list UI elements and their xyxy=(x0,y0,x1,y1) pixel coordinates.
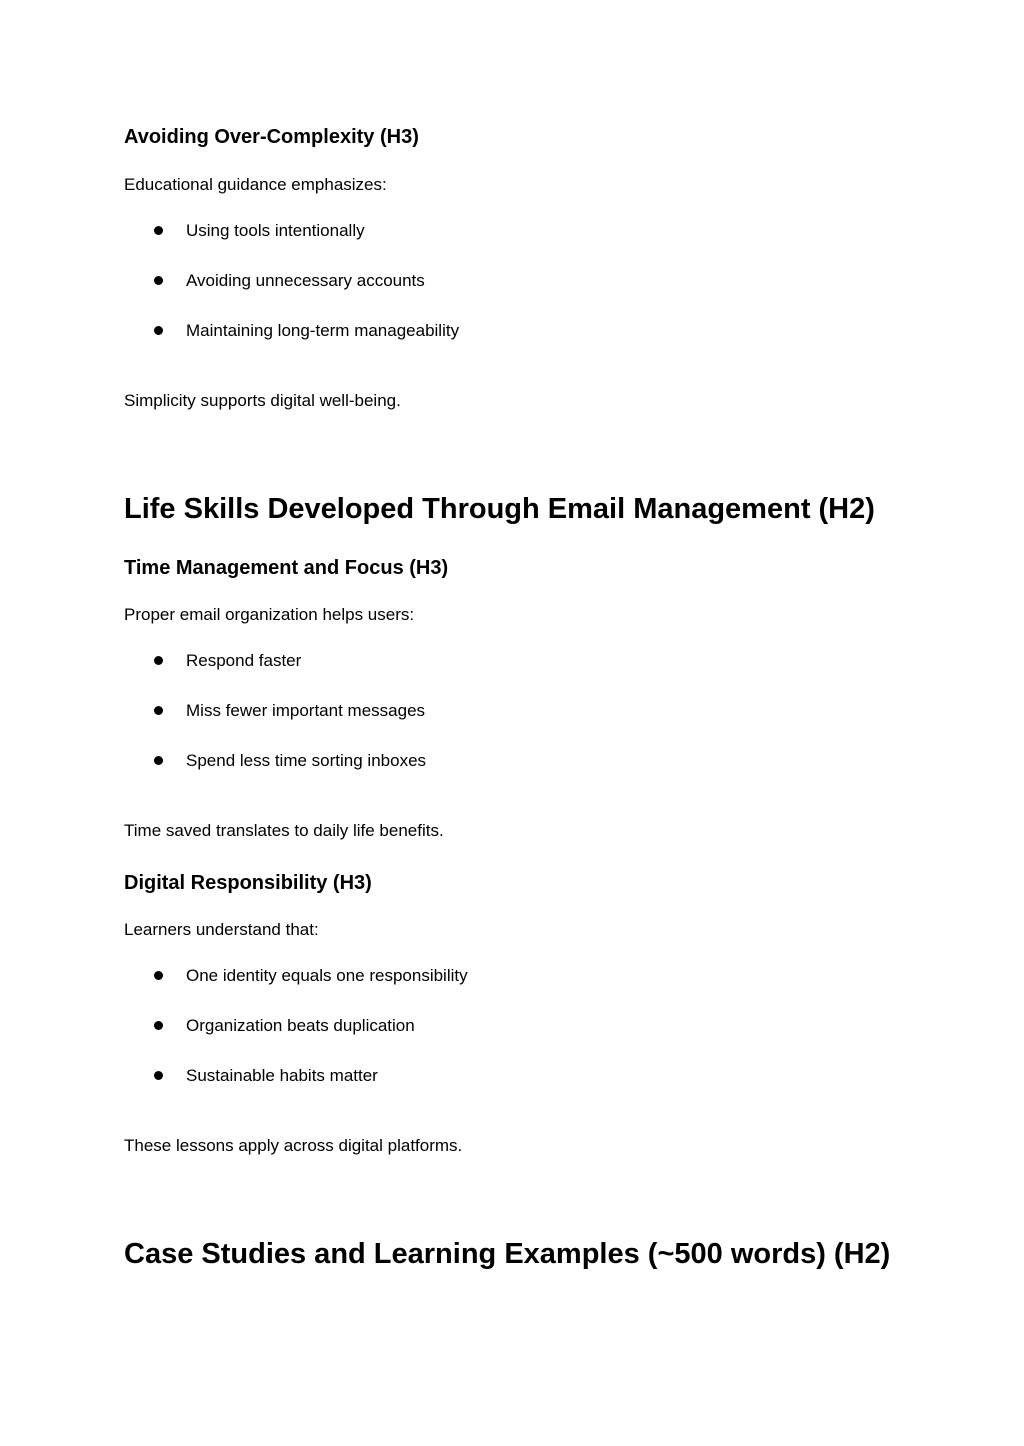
list-item xyxy=(154,316,459,346)
list-item-text: Avoiding unnecessary accounts xyxy=(186,271,425,290)
paragraph: Time saved translates to daily life benefits. xyxy=(124,821,444,840)
paragraph: Learners understand that: xyxy=(124,920,319,939)
list-item xyxy=(154,696,425,726)
bullet-icon xyxy=(154,1071,163,1080)
list-item-text: Respond faster xyxy=(186,651,302,670)
heading-time-management: Time Management and Focus (H3) xyxy=(124,557,449,579)
list-item-text: Spend less time sorting inboxes xyxy=(186,751,427,770)
heading-case-studies: Case Studies and Learning Examples (~500 words) (H2) xyxy=(124,1238,891,1270)
bullet-icon xyxy=(154,276,163,285)
heading-digital-responsibility: Digital Responsibility (H3) xyxy=(124,872,372,894)
list-item-text: Miss fewer important messages xyxy=(186,701,426,720)
bullet-icon xyxy=(154,326,163,335)
paragraph: Proper email organization helps users: xyxy=(124,605,415,624)
list-item-text: Organization beats duplication xyxy=(186,1016,415,1035)
heading-avoiding-over-complexity: Avoiding Over-Complexity (H3) xyxy=(124,126,419,148)
bullet-icon xyxy=(154,226,163,235)
list-item xyxy=(154,646,301,676)
bullet-icon xyxy=(154,656,163,665)
list-item xyxy=(154,1061,378,1091)
list-item xyxy=(154,216,365,246)
bullet-icon xyxy=(154,1021,163,1030)
list-item-text: Sustainable habits matter xyxy=(186,1066,378,1085)
list-item xyxy=(154,746,426,776)
paragraph: Simplicity supports digital well-being. xyxy=(124,391,401,410)
list-item xyxy=(154,961,468,991)
list-item xyxy=(154,1011,415,1041)
paragraph: Educational guidance emphasizes: xyxy=(124,175,387,194)
bullet-icon xyxy=(154,971,163,980)
bullet-icon xyxy=(154,706,163,715)
list-item-text: Maintaining long-term manageability xyxy=(186,321,460,340)
heading-life-skills: Life Skills Developed Through Email Management (H2) xyxy=(124,493,875,525)
list-item xyxy=(154,266,425,296)
list-item-text: One identity equals one responsibility xyxy=(186,966,468,985)
paragraph: These lessons apply across digital platforms. xyxy=(124,1136,463,1155)
list-item-text: Using tools intentionally xyxy=(186,221,365,240)
bullet-icon xyxy=(154,756,163,765)
